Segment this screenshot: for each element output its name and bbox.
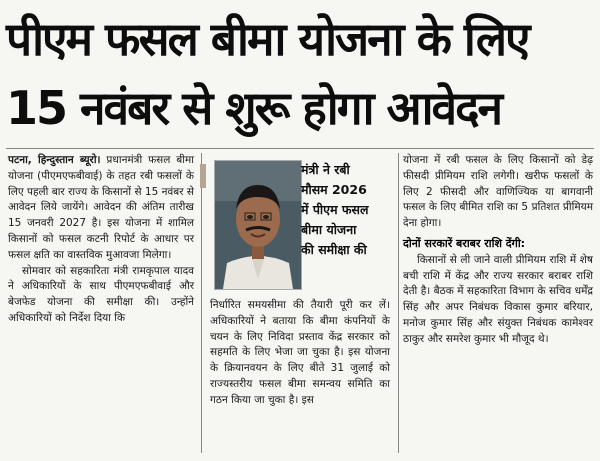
paragraph-4: योजना में रबी फसल के लिए किसानों को डेढ़ फीसदी प्रीमियम राशि लगेगी। खरीफ फसलों के लिए 2 फीसदी और वाणिज्यिक या बागवानी फसल के लिए बीमित राशि का 5 प्रतिशत प्रीमियम देना होगा। (403, 154, 593, 230)
pullquote-marker (200, 164, 206, 188)
column-divider-2 (398, 153, 399, 453)
headline-line-2: 15 नवंबर से शुरू होगा आवेदन (6, 81, 502, 135)
headline-divider (6, 148, 594, 149)
paragraph-2: सोमवार को सहकारिता मंत्री रामकृपाल यादव ने अधिकारियों के साथ पीएमएफबीवाई और बेजफेड योजना की समीक्षा की। उन्होंने अधिकारियों को निर्देश दिया कि (8, 264, 194, 324)
portrait-image (215, 161, 301, 289)
article-column-1 (8, 153, 194, 327)
article-column-2 (210, 298, 390, 409)
pullquote-line-3: में पीएम फसल (301, 202, 369, 217)
subheading: दोनों सरकारें बराबर राशि देंगी: (403, 236, 526, 250)
paragraph-5: किसानों से ली जाने वाली प्रीमियम राशि में शेष बची राशि में केंद्र और राज्य सरकार बराबर राशि देती है। बैठक में सहकारिता विभाग के सचिव धर्मेंद्र सिंह और अपर निबंधक विकास कुमार बरियार, मनोज कुमार सिंह और संयुक्त निबंधक कामेश्वर ठाकुर और समरेश कुमार भी मौजूद थे। (403, 253, 593, 345)
dateline: पटना, हिन्दुस्तान ब्यूरो। (8, 154, 101, 166)
pullquote-line-5: की समीक्षा की (301, 242, 367, 257)
pullquote-line-1: मंत्री ने रबी (301, 162, 350, 177)
article-column-3 (403, 153, 593, 348)
paragraph-3: निर्धारित समयसीमा की तैयारी पूरी कर लें। अधिकारियों ने बताया कि बीमा कंपनियों के चयन के लिए निविदा प्रस्ताव केंद्र सरकार को सहमति के लिए भेजा जा चुका है। इस योजना के क्रियानवयन के लिए बीते 31 जुलाई को राज्यस्तरीय फसल बीमा समन्वय समिति का गठन किया जा चुका है। इस (210, 299, 390, 406)
column-divider-1 (201, 153, 202, 453)
minister-photo (214, 160, 302, 290)
pullquote-line-4: बीमा योजना (301, 222, 357, 237)
paragraph-1: प्रधानमंत्री फसल बीमा योजना (पीएमएफबीवाई) के तहत रबी फसलों के लिए पहली बार राज्य के किसानों से 15 नवंबर से आवेदन लिये जायेंगे। आवेदन की अंतिम तारीख 15 जनवरी 2027 है। इस योजना में शामिल किसानों को फसल कटनी रिपोर्ट के आधार पर फसल क्षति का वास्तविक मुआवजा मिलेगा। (8, 154, 194, 261)
headline-line-1: पीएम फसल बीमा योजना के लिए (6, 12, 529, 66)
pullquote (301, 160, 393, 286)
pullquote-line-2: मौसम 2026 (301, 182, 367, 197)
